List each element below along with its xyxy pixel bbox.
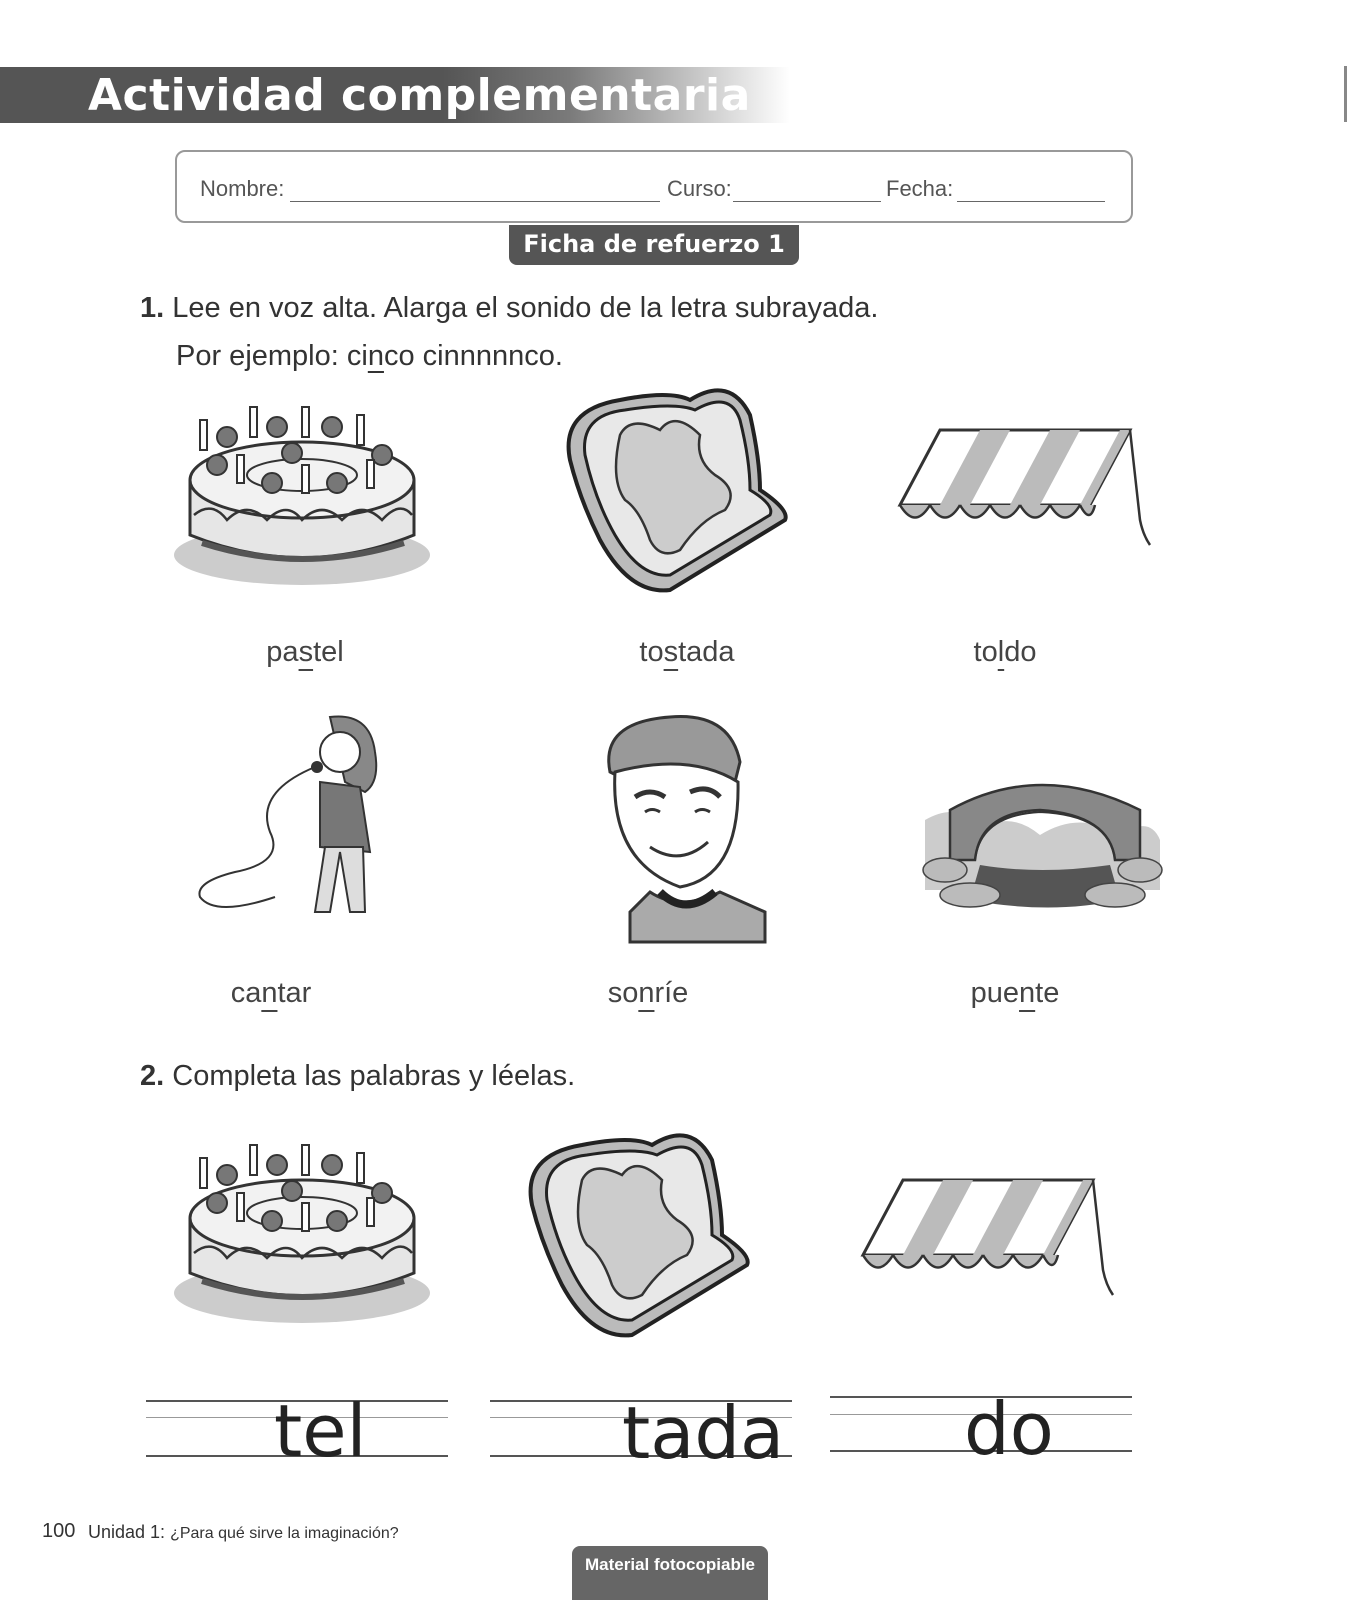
fragment-do: do [964,1387,1054,1471]
example-pre: ci [346,340,368,372]
unit-subtitle: ¿Para qué sirve la imaginación? [170,1525,399,1542]
bridge-illustration [920,780,1165,915]
fragment-tada: tada [622,1391,785,1475]
word-cantar: cantar [230,977,312,1009]
unit-name: Unidad 1: [88,1522,166,1542]
toast-illustration [550,380,800,600]
awning-illustration [895,425,1165,565]
material-tab: Material fotocopiable [572,1546,768,1600]
exercise-2-instruction [140,1060,575,1093]
word-sonrie: sonríe [607,977,689,1009]
toast-illustration-2 [512,1125,762,1345]
smiling-boy-illustration [590,712,780,942]
singer-illustration [195,712,395,942]
word-tostada: tostada [639,636,735,668]
example-post: co cinnnnnco. [383,340,563,372]
name-label: Nombre: [200,176,285,201]
margin-rule [1344,66,1347,122]
worksheet-tab: Ficha de refuerzo 1 [509,225,799,265]
exercise-1-instruction [140,292,878,325]
exercise-2-text: Completa las palabras y léelas. [172,1060,576,1092]
page-title: Actividad complementaria [88,70,751,121]
word-toldo: toldo [973,636,1037,668]
date-field[interactable] [957,201,1105,202]
page-number: 100 [42,1520,76,1542]
unit-label [88,1522,399,1543]
word-pastel: pastel [266,636,344,668]
date-label: Fecha: [886,176,954,201]
fragment-tel: tel [274,1389,367,1473]
course-field[interactable] [733,201,881,202]
word-puente: puente [970,977,1060,1009]
exercise-1-example [176,340,563,373]
example-prefix: Por ejemplo: [176,340,347,372]
cake-illustration [172,395,437,595]
example-underlined-letter: n [367,340,384,372]
awning-illustration-2 [858,1175,1128,1315]
course-label: Curso: [667,176,732,201]
exercise-2-number: 2. [140,1060,165,1092]
name-field[interactable] [290,201,660,202]
exercise-1-text: Lee en voz alta. Alarga el sonido de la letra subrayada. [172,292,879,324]
student-info-box [175,150,1133,223]
exercise-1-number: 1. [140,292,165,324]
cake-illustration-2 [172,1133,437,1333]
